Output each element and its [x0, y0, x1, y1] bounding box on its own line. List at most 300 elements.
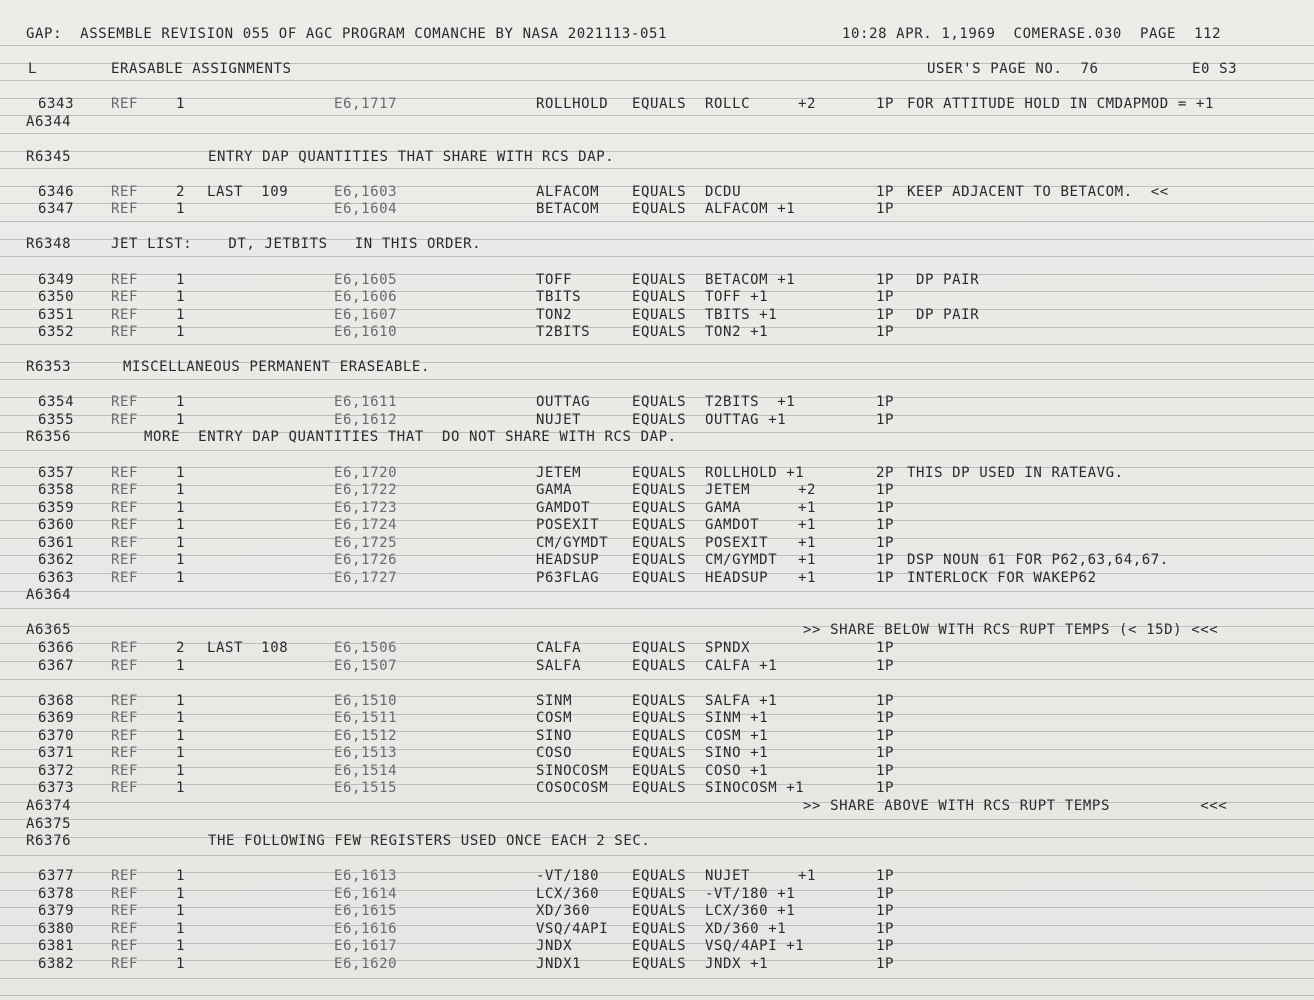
ref-keyword: REF — [111, 763, 139, 779]
word-size: 1P — [876, 570, 895, 586]
listing-line — [0, 200, 1314, 218]
operand: BETACOM +1 — [705, 272, 796, 288]
equals-op: EQUALS — [632, 570, 687, 586]
line-number: 6373 — [38, 780, 75, 796]
users-page-number: USER'S PAGE NO. 76 — [927, 61, 1099, 77]
line-number: 6371 — [38, 745, 75, 761]
listing-line — [0, 271, 1314, 289]
equals-op: EQUALS — [632, 289, 687, 305]
symbol-label: CALFA — [536, 640, 582, 656]
ref-keyword: REF — [111, 886, 139, 902]
operand-offset: +1 — [798, 570, 817, 586]
listing-line — [0, 499, 1314, 517]
section-title: ERASABLE ASSIGNMENTS — [111, 61, 292, 77]
symbol-label: CM/GYMDT — [536, 535, 609, 551]
erasable-address: E6,1603 — [334, 184, 398, 200]
listing-line — [0, 797, 1314, 815]
line-number: 6350 — [38, 289, 75, 305]
ref-keyword: REF — [111, 640, 139, 656]
ruled-line — [0, 168, 1314, 169]
ruled-line — [0, 608, 1314, 609]
erasable-address: E6,1614 — [334, 886, 398, 902]
line-number: 6372 — [38, 763, 75, 779]
ref-keyword: REF — [111, 745, 139, 761]
equals-op: EQUALS — [632, 745, 687, 761]
erasable-address: E6,1723 — [334, 500, 398, 516]
operand: ALFACOM +1 — [705, 201, 796, 217]
ruled-line — [0, 679, 1314, 680]
line-number: R6345 — [26, 149, 72, 165]
ref-count: 1 — [176, 307, 186, 323]
ref-count: 2 — [176, 184, 186, 200]
ref-keyword: REF — [111, 500, 139, 516]
ref-count: 1 — [176, 465, 186, 481]
ref-keyword: REF — [111, 201, 139, 217]
listing-line — [0, 885, 1314, 903]
word-size: 1P — [876, 482, 895, 498]
symbol-label: COSM — [536, 710, 573, 726]
symbol-label: XD/360 — [536, 903, 591, 919]
word-size: 1P — [876, 96, 895, 112]
operand: GAMDOT — [705, 517, 760, 533]
erasable-address: E6,1722 — [334, 482, 398, 498]
symbol-label: SALFA — [536, 658, 582, 674]
listing-line — [0, 306, 1314, 324]
operand: SINOCOSM +1 — [705, 780, 805, 796]
word-size: 1P — [876, 324, 895, 340]
ref-count: 1 — [176, 693, 186, 709]
comment-text: INTERLOCK FOR WAKEP62 — [907, 570, 1097, 586]
operand-offset: +1 — [798, 535, 817, 551]
equals-op: EQUALS — [632, 394, 687, 410]
ref-keyword: REF — [111, 482, 139, 498]
erasable-address: E6,1514 — [334, 763, 398, 779]
equals-op: EQUALS — [632, 868, 687, 884]
line-number: 6379 — [38, 903, 75, 919]
line-number: 6357 — [38, 465, 75, 481]
erasable-address: E6,1506 — [334, 640, 398, 656]
listing-line — [0, 832, 1314, 850]
comment-text: DP PAIR — [907, 307, 980, 323]
word-size: 1P — [876, 201, 895, 217]
operand: SPNDX — [705, 640, 751, 656]
ref-count: 1 — [176, 658, 186, 674]
ref-count: 1 — [176, 886, 186, 902]
word-size: 1P — [876, 184, 895, 200]
symbol-label: JETEM — [536, 465, 582, 481]
ref-count: 1 — [176, 201, 186, 217]
ruled-line — [0, 344, 1314, 345]
operand: TBITS +1 — [705, 307, 778, 323]
listing-line — [0, 709, 1314, 727]
operand: T2BITS +1 — [705, 394, 796, 410]
listing-line — [0, 113, 1314, 131]
erasable-address: E6,1605 — [334, 272, 398, 288]
line-number: A6344 — [26, 114, 72, 130]
operand: JNDX +1 — [705, 956, 769, 972]
operand-offset: +2 — [798, 482, 817, 498]
erasable-address: E6,1727 — [334, 570, 398, 586]
word-size: 1P — [876, 780, 895, 796]
listing-line — [0, 779, 1314, 797]
ref-count: 1 — [176, 763, 186, 779]
line-number: 6349 — [38, 272, 75, 288]
symbol-label: TON2 — [536, 307, 573, 323]
listing-line — [0, 358, 1314, 376]
operand: TOFF +1 — [705, 289, 769, 305]
operand: LCX/360 +1 — [705, 903, 796, 919]
operand: POSEXIT — [705, 535, 769, 551]
line-number: 6352 — [38, 324, 75, 340]
symbol-label: HEADSUP — [536, 552, 600, 568]
equals-op: EQUALS — [632, 500, 687, 516]
line-number: 6347 — [38, 201, 75, 217]
operand: VSQ/4API +1 — [705, 938, 805, 954]
erasable-address: E6,1612 — [334, 412, 398, 428]
equals-op: EQUALS — [632, 96, 687, 112]
word-size: 1P — [876, 763, 895, 779]
line-number: R6353 — [26, 359, 72, 375]
ref-count: 1 — [176, 956, 186, 972]
operand: OUTTAG +1 — [705, 412, 787, 428]
operand-offset: +1 — [798, 552, 817, 568]
erasable-address: E6,1512 — [334, 728, 398, 744]
erasable-address: E6,1616 — [334, 921, 398, 937]
remark-text: THE FOLLOWING FEW REGISTERS USED ONCE EACH 2 SEC. — [208, 833, 651, 849]
word-size: 1P — [876, 307, 895, 323]
equals-op: EQUALS — [632, 693, 687, 709]
equals-op: EQUALS — [632, 201, 687, 217]
listing-line — [0, 95, 1314, 113]
header-date-page: 10:28 APR. 1,1969 COMERASE.030 PAGE 112 — [842, 26, 1222, 42]
symbol-label: -VT/180 — [536, 868, 600, 884]
symbol-label: VSQ/4API — [536, 921, 609, 937]
listing-line — [0, 411, 1314, 429]
word-size: 1P — [876, 745, 895, 761]
line-number: 6346 — [38, 184, 75, 200]
line-number: A6364 — [26, 587, 72, 603]
comment-text: FOR ATTITUDE HOLD IN CMDAPMOD = +1 — [907, 96, 1214, 112]
symbol-label: P63FLAG — [536, 570, 600, 586]
operand: SINO +1 — [705, 745, 769, 761]
equals-op: EQUALS — [632, 780, 687, 796]
remark-text: MORE ENTRY DAP QUANTITIES THAT DO NOT SHARE WITH RCS DAP. — [144, 429, 677, 445]
line-number: R6376 — [26, 833, 72, 849]
ref-count: 1 — [176, 535, 186, 551]
symbol-label: COSOCOSM — [536, 780, 609, 796]
ruled-line — [0, 995, 1314, 996]
ref-count: 1 — [176, 552, 186, 568]
line-number: 6369 — [38, 710, 75, 726]
operand: HEADSUP — [705, 570, 769, 586]
word-size: 1P — [876, 272, 895, 288]
symbol-label: BETACOM — [536, 201, 600, 217]
ref-keyword: REF — [111, 938, 139, 954]
word-size: 1P — [876, 956, 895, 972]
listing-line — [0, 586, 1314, 604]
equals-op: EQUALS — [632, 535, 687, 551]
erasable-address: E6,1513 — [334, 745, 398, 761]
ref-count: 1 — [176, 728, 186, 744]
word-size: 1P — [876, 535, 895, 551]
symbol-label: COSO — [536, 745, 573, 761]
line-number: 6355 — [38, 412, 75, 428]
symbol-label: TOFF — [536, 272, 573, 288]
word-size: 1P — [876, 903, 895, 919]
symbol-label: ALFACOM — [536, 184, 600, 200]
symbol-label: LCX/360 — [536, 886, 600, 902]
erasable-address: E6,1724 — [334, 517, 398, 533]
ruled-line — [0, 80, 1314, 81]
erasable-address: E6,1720 — [334, 465, 398, 481]
listing-line — [0, 621, 1314, 639]
line-number: 6361 — [38, 535, 75, 551]
erasable-address: E6,1613 — [334, 868, 398, 884]
listing-line — [0, 955, 1314, 973]
share-note: >> SHARE ABOVE WITH RCS RUPT TEMPS <<< — [803, 798, 1228, 814]
comment-text: DP PAIR — [907, 272, 980, 288]
erasable-address: E6,1726 — [334, 552, 398, 568]
erasable-address: E6,1510 — [334, 693, 398, 709]
erasable-address: E6,1717 — [334, 96, 398, 112]
listing-line — [0, 464, 1314, 482]
ref-count: 1 — [176, 868, 186, 884]
word-size: 1P — [876, 693, 895, 709]
listing-line — [0, 235, 1314, 253]
listing-line — [0, 902, 1314, 920]
ref-keyword: REF — [111, 693, 139, 709]
operand: CALFA +1 — [705, 658, 778, 674]
listing-line — [0, 534, 1314, 552]
symbol-label: SINM — [536, 693, 573, 709]
symbol-label: GAMA — [536, 482, 573, 498]
line-number: 6363 — [38, 570, 75, 586]
ref-count: 1 — [176, 517, 186, 533]
ruled-line — [0, 256, 1314, 257]
operand: COSO +1 — [705, 763, 769, 779]
operand: SALFA +1 — [705, 693, 778, 709]
ruled-line — [0, 45, 1314, 46]
symbol-label: SINOCOSM — [536, 763, 609, 779]
operand: SINM +1 — [705, 710, 769, 726]
equals-op: EQUALS — [632, 938, 687, 954]
line-number: R6356 — [26, 429, 72, 445]
operand: CM/GYMDT — [705, 552, 778, 568]
symbol-label: POSEXIT — [536, 517, 600, 533]
operand: ROLLC — [705, 96, 751, 112]
equals-op: EQUALS — [632, 886, 687, 902]
ruled-line — [0, 221, 1314, 222]
ref-keyword: REF — [111, 517, 139, 533]
operand-offset: +1 — [798, 868, 817, 884]
ref-count: 1 — [176, 500, 186, 516]
erasable-address: E6,1607 — [334, 307, 398, 323]
equals-op: EQUALS — [632, 465, 687, 481]
ref-keyword: REF — [111, 394, 139, 410]
operand: GAMA — [705, 500, 742, 516]
word-size: 1P — [876, 500, 895, 516]
word-size: 1P — [876, 728, 895, 744]
equals-op: EQUALS — [632, 728, 687, 744]
symbol-label: ROLLHOLD — [536, 96, 609, 112]
ref-count: 1 — [176, 324, 186, 340]
listing-line — [0, 727, 1314, 745]
line-number: 6378 — [38, 886, 75, 902]
ref-keyword: REF — [111, 868, 139, 884]
word-size: 1P — [876, 938, 895, 954]
ruled-line — [0, 978, 1314, 979]
share-note: >> SHARE BELOW WITH RCS RUPT TEMPS (< 15D) <<< — [803, 622, 1219, 638]
listing-line — [0, 815, 1314, 833]
ref-count: 1 — [176, 412, 186, 428]
operand: ROLLHOLD +1 — [705, 465, 805, 481]
operand: -VT/180 +1 — [705, 886, 796, 902]
word-size: 1P — [876, 552, 895, 568]
line-number: 6343 — [38, 96, 75, 112]
operand: TON2 +1 — [705, 324, 769, 340]
listing-line — [0, 639, 1314, 657]
line-number: 6351 — [38, 307, 75, 323]
erasable-address: E6,1617 — [334, 938, 398, 954]
ref-keyword: REF — [111, 728, 139, 744]
line-number: A6374 — [26, 798, 72, 814]
ref-keyword: REF — [111, 921, 139, 937]
listing-line — [0, 393, 1314, 411]
operand-offset: +1 — [798, 500, 817, 516]
line-number: 6360 — [38, 517, 75, 533]
listing-line — [0, 920, 1314, 938]
ref-keyword: REF — [111, 535, 139, 551]
line-number: A6365 — [26, 622, 72, 638]
ref-count: 2 — [176, 640, 186, 656]
operand: COSM +1 — [705, 728, 769, 744]
ref-keyword: REF — [111, 272, 139, 288]
word-size: 1P — [876, 412, 895, 428]
ruled-line — [0, 379, 1314, 380]
ref-keyword: REF — [111, 465, 139, 481]
ref-count: 1 — [176, 570, 186, 586]
ref-keyword: REF — [111, 289, 139, 305]
listing-line — [0, 183, 1314, 201]
symbol-label: SINO — [536, 728, 573, 744]
listing-mark: L — [28, 61, 38, 77]
ref-count: 1 — [176, 780, 186, 796]
erasable-address: E6,1615 — [334, 903, 398, 919]
symbol-label: T2BITS — [536, 324, 591, 340]
last-ref: LAST 109 — [207, 184, 289, 200]
line-number: 6370 — [38, 728, 75, 744]
word-size: 1P — [876, 289, 895, 305]
operand-offset: +1 — [798, 517, 817, 533]
operand: DCDU — [705, 184, 742, 200]
equals-op: EQUALS — [632, 517, 687, 533]
symbol-label: OUTTAG — [536, 394, 591, 410]
listing-line — [0, 481, 1314, 499]
line-number: 6359 — [38, 500, 75, 516]
ref-keyword: REF — [111, 96, 139, 112]
listing-line — [0, 516, 1314, 534]
equals-op: EQUALS — [632, 921, 687, 937]
remark-text: ENTRY DAP QUANTITIES THAT SHARE WITH RCS DAP. — [208, 149, 615, 165]
erasable-address: E6,1611 — [334, 394, 398, 410]
remark-text: MISCELLANEOUS PERMANENT ERASEABLE. — [123, 359, 430, 375]
line-number: 6368 — [38, 693, 75, 709]
section-header — [0, 60, 1314, 78]
listing-line — [0, 551, 1314, 569]
ruled-line — [0, 450, 1314, 451]
equals-op: EQUALS — [632, 412, 687, 428]
line-number: 6354 — [38, 394, 75, 410]
listing-line — [0, 323, 1314, 341]
ruled-line — [0, 855, 1314, 856]
ref-count: 1 — [176, 289, 186, 305]
line-number: 6362 — [38, 552, 75, 568]
header-title: GAP: ASSEMBLE REVISION 055 OF AGC PROGRAM COMANCHE BY NASA 2021113-051 — [26, 26, 668, 42]
ref-count: 1 — [176, 903, 186, 919]
section-code: E0 S3 — [1192, 61, 1238, 77]
ref-count: 1 — [176, 482, 186, 498]
line-number: 6381 — [38, 938, 75, 954]
ref-keyword: REF — [111, 710, 139, 726]
erasable-address: E6,1606 — [334, 289, 398, 305]
listing-line — [0, 692, 1314, 710]
equals-op: EQUALS — [632, 552, 687, 568]
listing-line — [0, 657, 1314, 675]
listing-line — [0, 762, 1314, 780]
line-number: 6382 — [38, 956, 75, 972]
line-number: 6380 — [38, 921, 75, 937]
page-header — [0, 25, 1314, 43]
equals-op: EQUALS — [632, 272, 687, 288]
operand-offset: +2 — [798, 96, 817, 112]
equals-op: EQUALS — [632, 640, 687, 656]
line-number: A6375 — [26, 816, 72, 832]
ref-count: 1 — [176, 96, 186, 112]
ref-keyword: REF — [111, 324, 139, 340]
ref-keyword: REF — [111, 184, 139, 200]
listing-line — [0, 288, 1314, 306]
erasable-address: E6,1515 — [334, 780, 398, 796]
line-number: 6367 — [38, 658, 75, 674]
listing-line — [0, 148, 1314, 166]
line-number: 6366 — [38, 640, 75, 656]
erasable-address: E6,1507 — [334, 658, 398, 674]
ref-count: 1 — [176, 921, 186, 937]
word-size: 2P — [876, 465, 895, 481]
erasable-address: E6,1725 — [334, 535, 398, 551]
equals-op: EQUALS — [632, 324, 687, 340]
equals-op: EQUALS — [632, 710, 687, 726]
word-size: 1P — [876, 710, 895, 726]
ref-keyword: REF — [111, 307, 139, 323]
ref-count: 1 — [176, 745, 186, 761]
listing-line — [0, 867, 1314, 885]
word-size: 1P — [876, 658, 895, 674]
operand: XD/360 +1 — [705, 921, 787, 937]
ref-keyword: REF — [111, 570, 139, 586]
ref-keyword: REF — [111, 658, 139, 674]
ref-count: 1 — [176, 938, 186, 954]
symbol-label: JNDX — [536, 938, 573, 954]
listing-line — [0, 569, 1314, 587]
equals-op: EQUALS — [632, 658, 687, 674]
ref-keyword: REF — [111, 780, 139, 796]
line-number: R6348 — [26, 236, 72, 252]
ref-count: 1 — [176, 394, 186, 410]
word-size: 1P — [876, 921, 895, 937]
erasable-address: E6,1511 — [334, 710, 398, 726]
operand: JETEM — [705, 482, 751, 498]
